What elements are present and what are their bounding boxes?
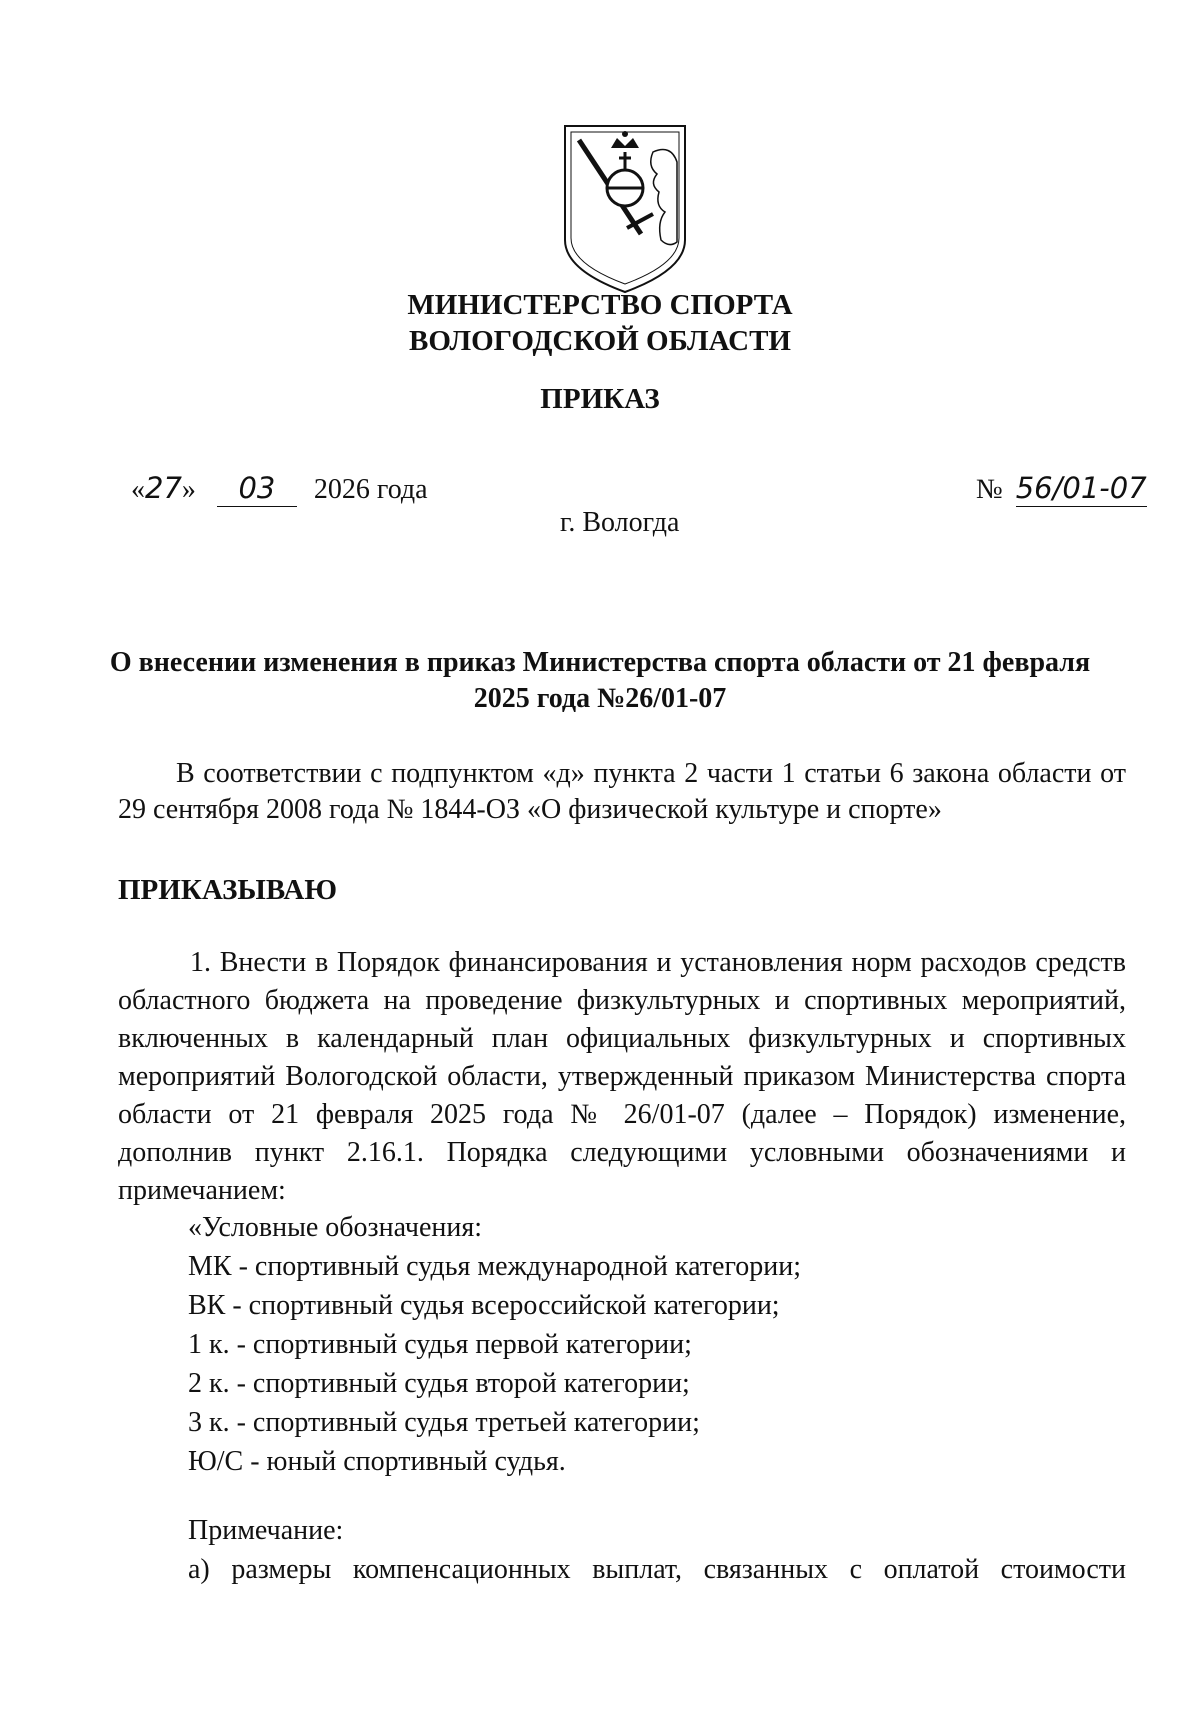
item1-line: 1. Внести в Порядок финансирования и установления норм расходов средств (190, 947, 1126, 978)
item1-line: мероприятий Вологодской области, утвержденный приказом Министерства спорта (118, 1061, 1126, 1092)
legend-item: Ю/С - юный спортивный судья. (188, 1446, 566, 1477)
order-date (131, 470, 428, 508)
title-line1: О внесении изменения в приказ Министерства спорта области от 21 февраля (109, 647, 1091, 678)
legend-item: ВК - спортивный судья всероссийской категории; (188, 1290, 780, 1321)
item1-line: областного бюджета на проведение физкультурных и спортивных мероприятий, (118, 985, 1126, 1016)
legend-item: 2 к. - спортивный судья второй категории; (188, 1368, 690, 1399)
coat-of-arms-icon (561, 122, 689, 298)
item1-line: включенных в календарный план официальных физкультурных и спортивных (118, 1023, 1126, 1054)
ministry-name-line2: ВОЛОГОДСКОЙ ОБЛАСТИ (409, 325, 791, 357)
ministry-name (0, 287, 1200, 359)
ministry-name-line1: МИНИСТЕРСТВО СПОРТА (407, 289, 793, 321)
number-value: 56/01-07 (1015, 471, 1147, 505)
date-year: 2026 года (313, 474, 428, 505)
legend-heading: «Условные обозначения: (188, 1212, 483, 1243)
document-title (0, 645, 1200, 717)
close-quote: » (181, 474, 196, 505)
open-quote: « (131, 474, 145, 505)
legend-item: МК - спортивный судья международной категории; (188, 1251, 801, 1282)
note-item-a: а) размеры компенсационных выплат, связанных с оплатой стоимости (188, 1554, 1126, 1585)
order-number (976, 470, 1147, 508)
legend-item: 3 к. - спортивный судья третьей категории; (188, 1407, 700, 1438)
item1-line: примечанием: (118, 1175, 286, 1206)
order-word: ПРИКАЗЫВАЮ (118, 874, 337, 906)
doc-type: ПРИКАЗ (540, 383, 660, 415)
note-heading: Примечание: (188, 1515, 344, 1546)
date-day: 27 (145, 471, 182, 505)
item1-line: дополнив пункт 2.16.1. Порядка следующими условными обозначениями и (118, 1137, 1126, 1168)
city: г. Вологда (560, 507, 680, 538)
title-line2: 2025 года №26/01-07 (473, 683, 727, 714)
number-sign: № (976, 474, 1003, 505)
item1-line: области от 21 февраля 2025 года № 26/01-07 (далее – Порядок) изменение, (118, 1099, 1126, 1130)
preamble-line2: 29 сентября 2008 года № 1844-ОЗ «О физической культуре и спорте» (118, 794, 942, 825)
date-month: 03 (217, 470, 297, 507)
legend-item: 1 к. - спортивный судья первой категории; (188, 1329, 692, 1360)
preamble-line1: В соответствии с подпунктом «д» пункта 2 части 1 статьи 6 закона области от (176, 758, 1126, 789)
